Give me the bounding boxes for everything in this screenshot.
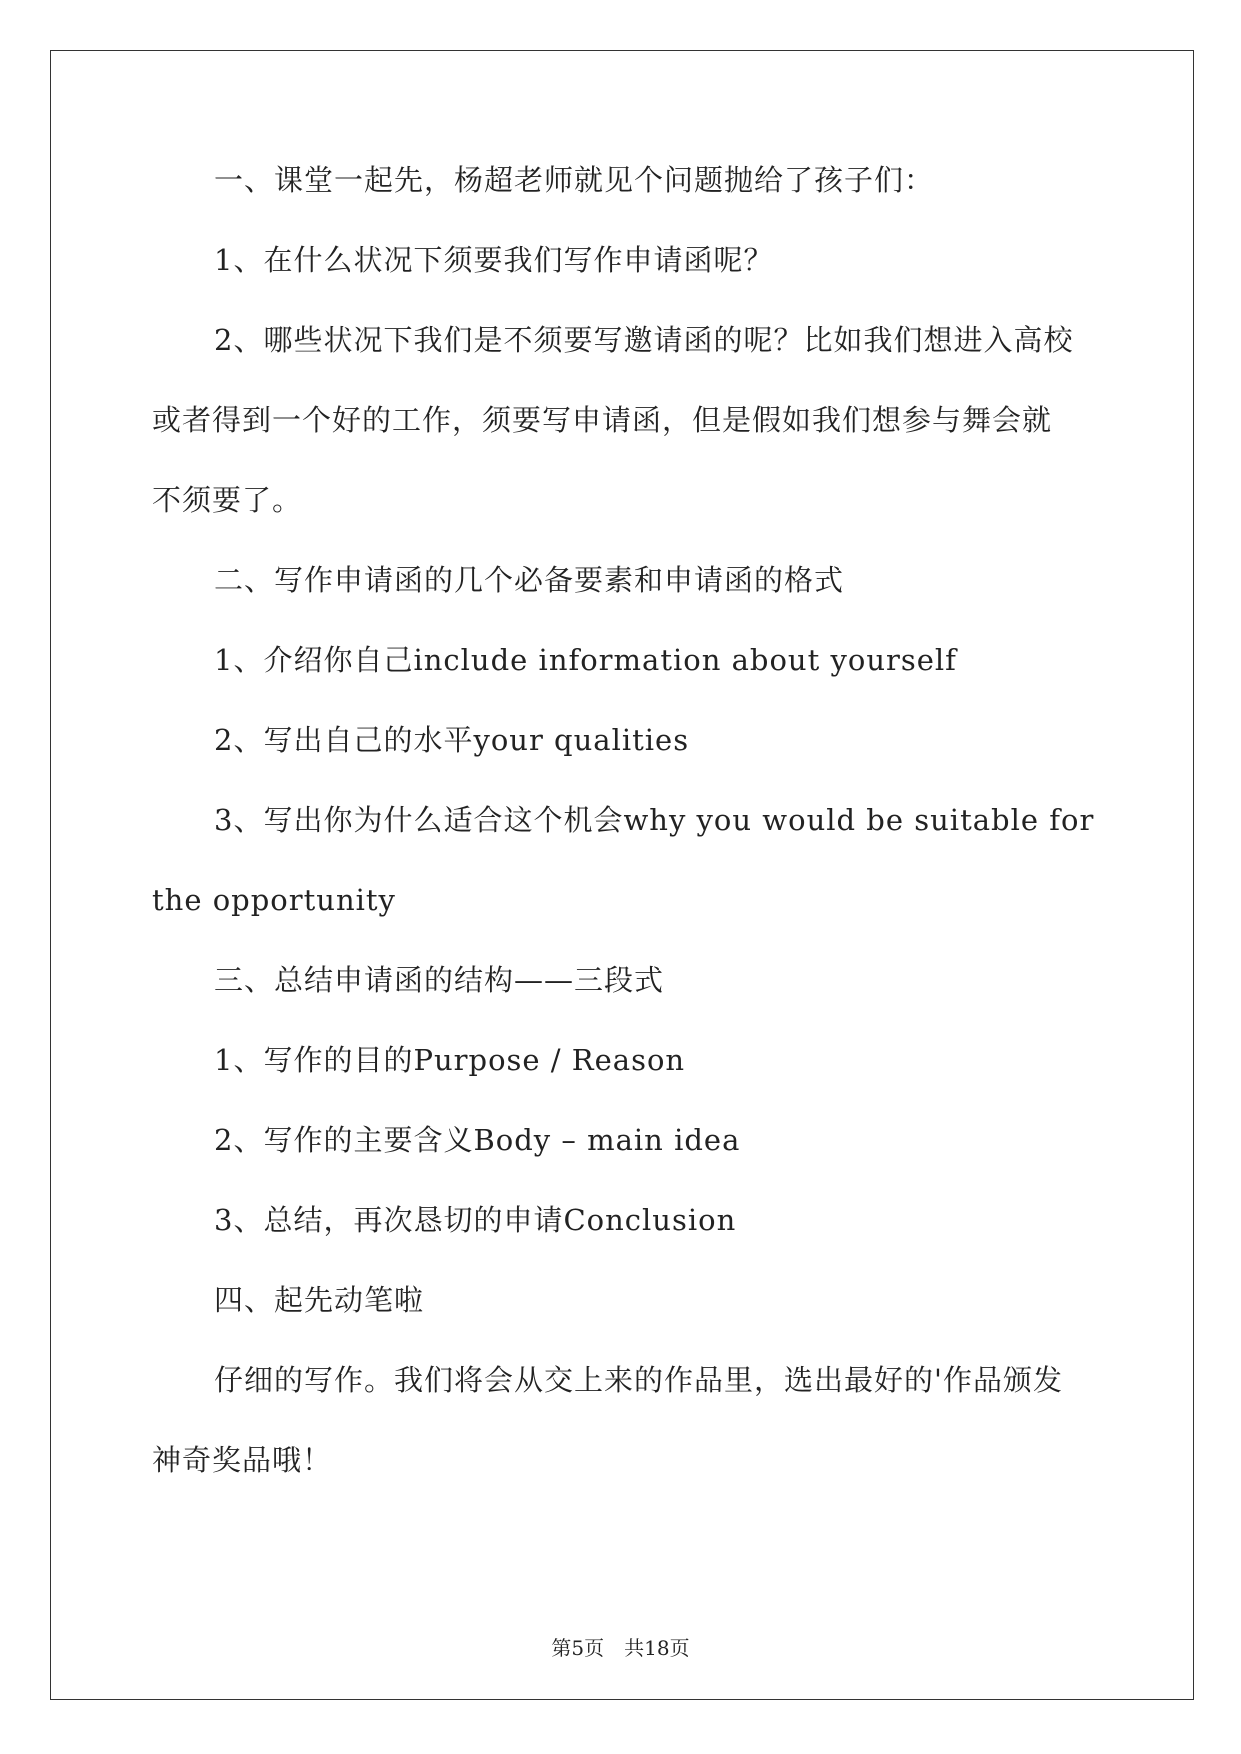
paragraph-line: 1、在什么状况下须要我们写作申请函呢？ (214, 243, 774, 277)
paragraph-line: 1、介绍你自己include information about yourself (214, 643, 957, 677)
paragraph-line: 神奇奖品哦！ (152, 1443, 333, 1477)
page-number-footer: 第5页 共18页 (551, 1636, 690, 1660)
paragraph-line: 三、总结申请函的结构——三段式 (214, 963, 665, 997)
paragraph-line: 2、哪些状况下我们是不须要写邀请函的呢？比如我们想进入高校 (214, 323, 1074, 357)
paragraph-line: 3、写出你为什么适合这个机会why you would be suitable for (214, 803, 1095, 837)
paragraph-line: 二、写作申请函的几个必备要素和申请函的格式 (214, 563, 845, 597)
paragraph-line: the opportunity (152, 883, 396, 917)
paragraph-line: 不须要了。 (152, 483, 303, 517)
paragraph-line: 一、课堂一起先，杨超老师就见个问题抛给了孩子们： (214, 163, 935, 197)
paragraph-line: 3、总结，再次恳切的申请Conclusion (214, 1203, 737, 1237)
paragraph-line: 1、写作的目的Purpose / Reason (214, 1043, 686, 1077)
paragraph-line: 或者得到一个好的工作，须要写申请函，但是假如我们想参与舞会就 (152, 403, 1053, 437)
paragraph-line: 2、写作的主要含义Body – main idea (214, 1123, 741, 1157)
paragraph-line: 四、起先动笔啦 (214, 1283, 425, 1317)
paragraph-line: 2、写出自己的水平your qualities (214, 723, 690, 757)
paragraph-line: 仔细的写作。我们将会从交上来的作品里，选出最好的'作品颁发 (214, 1363, 1063, 1397)
